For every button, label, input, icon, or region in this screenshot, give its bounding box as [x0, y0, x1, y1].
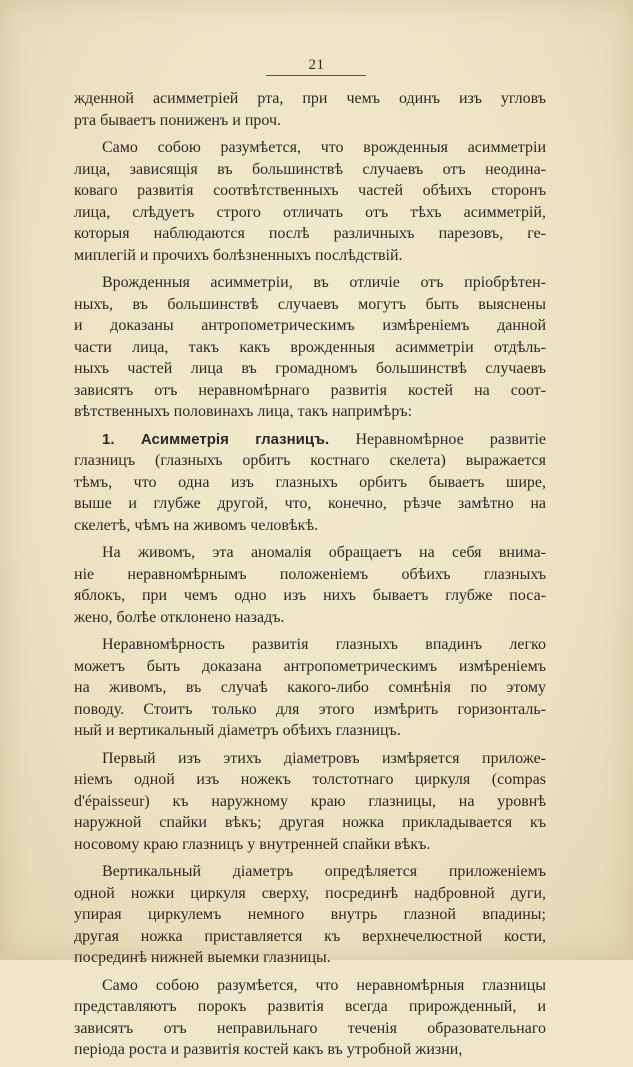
text-line-content: Неравномѣрное развитіе: [329, 430, 546, 448]
page-number: 21: [308, 57, 325, 73]
text-line: d'épaisseur) къ наружному краю глазницы, на уровнѣ: [74, 792, 546, 810]
text-line: ныхъ, въ большинствѣ случаевъ могутъ быть выяснены: [74, 295, 546, 313]
text-line: ныхъ частей лица въ громадномъ большинствѣ случаевъ: [74, 360, 546, 377]
paragraph: [74, 272, 546, 423]
text-line: миплегій и прочихъ болѣзненныхъ послѣдствій.: [74, 246, 403, 264]
text-line: зависятъ отъ неправильнаго теченія образовательнаго: [74, 1019, 546, 1037]
text-line: рта бываетъ пониженъ и проч.: [74, 111, 282, 129]
paragraph: [74, 88, 546, 131]
text-line: Само собою разумѣется, что врожденныя асимметріи: [102, 139, 546, 156]
text-line: Врожденныя асимметріи, въ отличіе отъ пріобрѣтен-: [102, 274, 546, 291]
text-line: на живомъ, въ случаѣ какого-либо сомнѣнія по этому: [74, 679, 546, 696]
text-line: скелетѣ, чѣмъ на живомъ человѣкѣ.: [74, 516, 319, 534]
text-line: выше и глубже другой, что, конечно, рѣзче замѣтно на: [74, 495, 546, 512]
text-line: другая ножка приставляется къ верхнечелюстной кости,: [74, 927, 546, 945]
text-line: упирая циркулемъ немного внутрь глазной впадины;: [74, 906, 546, 923]
paragraph: [74, 748, 546, 856]
text-line: Неравномѣрность развитія глазныхъ впадинъ легко: [102, 636, 546, 653]
text-line: части лица, такъ какъ врожденныя асимметріи отдѣль-: [74, 338, 546, 356]
paragraph: [74, 429, 546, 537]
header-rule: [266, 75, 366, 76]
text-line: ный и вертикальный діаметръ обѣихъ глазницъ.: [74, 722, 401, 739]
text-line: Само собою разумѣется, что неравномѣрныя глазницы: [102, 976, 546, 994]
text-line: посрединѣ нижней выемки глазницы.: [74, 949, 331, 966]
text-line: и доказаны антропометрическимъ измѣреніемъ данной: [74, 317, 546, 334]
paragraph: [74, 542, 546, 628]
text-line: періода роста и развитія костей какъ въ утробной жизни,: [74, 1041, 463, 1058]
text-line: тѣмъ, что одна изъ глазныхъ орбитъ бываетъ шире,: [74, 473, 546, 491]
paragraph: [74, 975, 546, 1061]
text-line: вѣтственныхъ половинахъ лица, такъ напримѣръ:: [74, 403, 413, 420]
text-line: которыя наблюдаются послѣ различныхъ парезовъ, ге-: [74, 225, 546, 242]
text-line: зависятъ отъ неравномѣрнаго развитія костей на соот-: [74, 381, 546, 399]
text-line: [74, 429, 546, 451]
text-line: На живомъ, эта аномалія обращаетъ на себя внима-: [102, 544, 546, 561]
text-line: лица, слѣдуетъ строго отличать отъ тѣхъ асимметрій,: [74, 203, 546, 221]
text-line: наружной спайки вѣкъ; другая ножка прикладывается къ: [74, 814, 546, 831]
text-line: можетъ быть доказана антропометрическимъ измѣреніемъ: [74, 657, 546, 675]
text-line: ніе неравномѣрнымъ положеніемъ обѣихъ глазныхъ: [74, 565, 546, 583]
paragraph: [74, 634, 546, 742]
text-line: ніемъ одной изъ ножекъ толстотнаго циркуля (compas: [74, 771, 546, 788]
section-heading: 1. Асимметрія глазницъ.: [102, 430, 330, 448]
text-line: коваго развитія соотвѣтственныхъ частей обѣихъ сторонъ: [74, 182, 546, 199]
text-line: поводу. Стоитъ только для этого измѣрить горизонталь-: [74, 700, 546, 718]
text-line: яблокъ, при чемъ одно изъ нихъ бываетъ глубже поса-: [74, 587, 546, 604]
text-line: представляютъ порокъ развитія всегда прирожденный, и: [74, 998, 546, 1015]
paragraph: [74, 137, 546, 266]
paragraph: [74, 861, 546, 969]
text-line: Вертикальный діаметръ опредѣляется приложеніемъ: [102, 863, 546, 880]
body-text: [74, 88, 546, 1067]
text-line: носовому краю глазницъ у внутренней спайки вѣкъ.: [74, 835, 431, 853]
text-line: жденной асимметріей рта, при чемъ одинъ изъ угловъ: [74, 90, 546, 107]
text-line: Первый изъ этихъ діаметровъ измѣряется приложе-: [102, 749, 546, 767]
text-line: одной ножки циркуля сверху, посрединѣ надбровной дуги,: [74, 884, 546, 902]
text-line: лица, зависящія въ большинствѣ случаевъ отъ неодина-: [74, 160, 546, 178]
text-line: жено, болѣе отклонено назадъ.: [74, 608, 285, 626]
text-line: глазницъ (глазныхъ орбитъ костнаго скелета) выражается: [74, 452, 546, 469]
